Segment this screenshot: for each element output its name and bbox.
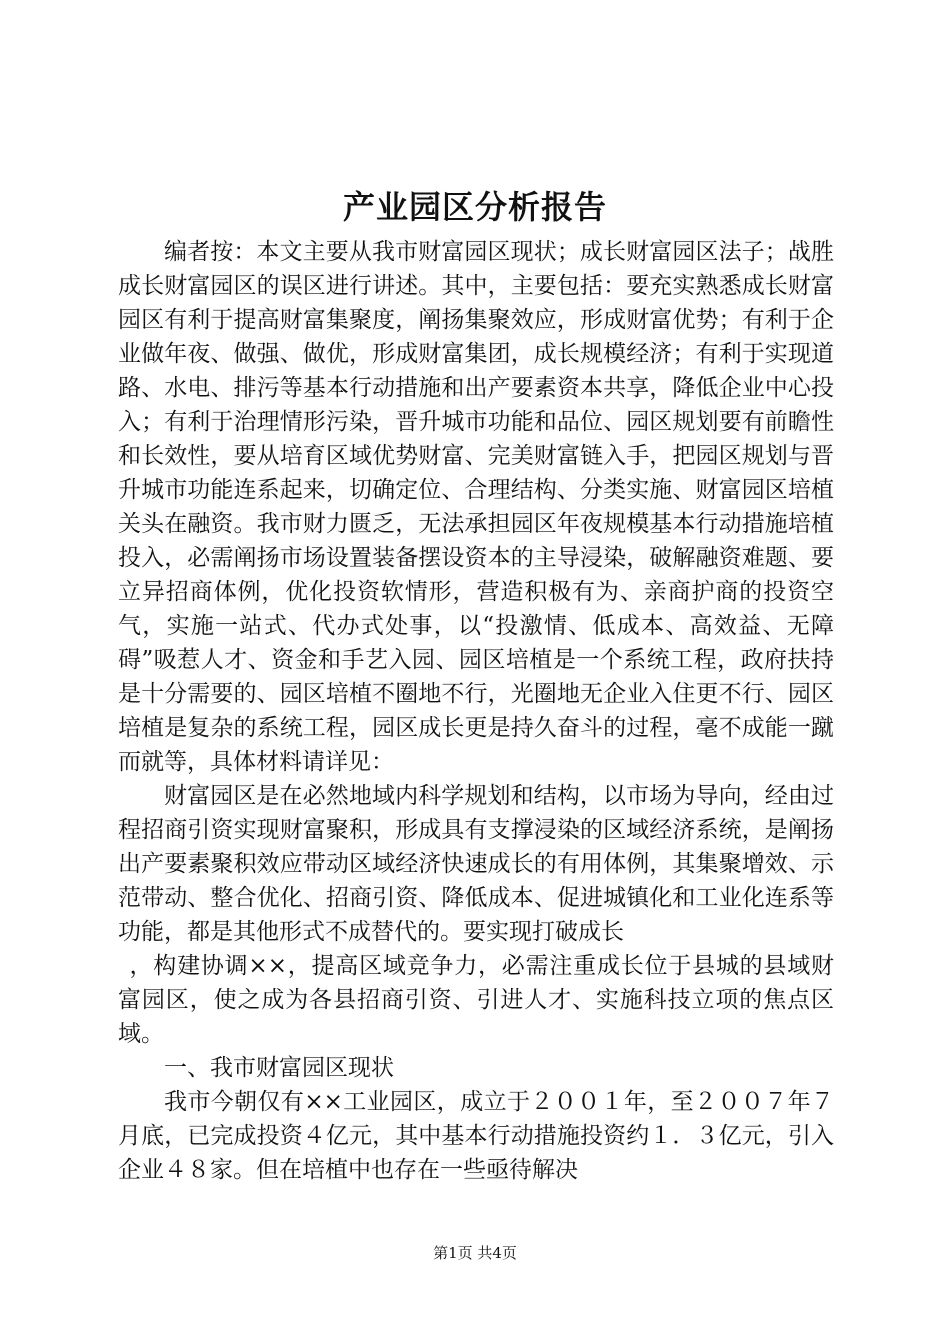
document-body xyxy=(118,235,834,1187)
page-footer: 第1页 共4页 xyxy=(433,1244,517,1262)
paragraph-continuation: ，构建协调××，提高区域竞争力，必需注重成长位于县城的县域财富园区，使之成为各县招商引资、引进人才、实施科技立项的焦点区域。 xyxy=(118,953,834,1047)
paragraph-intro: 财富园区是在必然地域内科学规划和结构，以市场为导向，经由过程招商引资实现财富聚积，形成具有支撑浸染的区域经济系统，是阐扬出产要素聚积效应带动区域经济快速成长的有用体例，其集聚增效、示范带动、整合优化、招商引资、降低成本、促进城镇化和工业化连系等功能，都是其他形式不成替代的。要实现打破成长 xyxy=(118,783,834,945)
paragraph-editor-note: 编者按：本文主要从我市财富园区现状；成长财富园区法子；战胜成长财富园区的误区进行讲述。其中，主要包括：要充实熟悉成长财富园区有利于提高财富集聚度，阐扬集聚效应，形成财富优势；有利于企业做年夜、做强、做优，形成财富集团，成长规模经济；有利于实现道路、水电、排污等基本行动措施和出产要素资本共享，降低企业中心投入；有利于治理情形污染，晋升城市功能和品位、园区规划要有前瞻性和长效性，要从培育区域优势财富、完美财富链入手，把园区规划与晋升城市功能连系起来，切确定位、合理结构、分类实施、财富园区培植关头在融资。我市财力匮乏，无法承担园区年夜规模基本行动措施培植投入，必需阐扬市场设置装备摆设资本的主导浸染，破解融资难题、要立异招商体例，优化投资软情形，营造积极有为、亲商护商的投资空气，实施一站式、代办式处事，以“投激情、低成本、高效益、无障碍”吸惹人才、资金和手艺入园、园区培植是一个系统工程，政府扶持是十分需要的、园区培植不圈地不行，光圈地无企业入住更不行、园区培植是复杂的系统工程，园区成长更是持久奋斗的过程，毫不成能一蹴而就等，具体材料请详见： xyxy=(118,239,834,775)
section-heading: 一、我市财富园区现状 xyxy=(164,1055,394,1081)
page-title: 产业园区分析报告 xyxy=(342,188,607,226)
paragraph-status: 我市今朝仅有××工业园区，成立于２００１年，至２００７年７月底，已完成投资４亿元，其中基本行动措施投资约１．３亿元，引入企业４８家。但在培植中也存在一些亟待解决 xyxy=(118,1089,834,1183)
